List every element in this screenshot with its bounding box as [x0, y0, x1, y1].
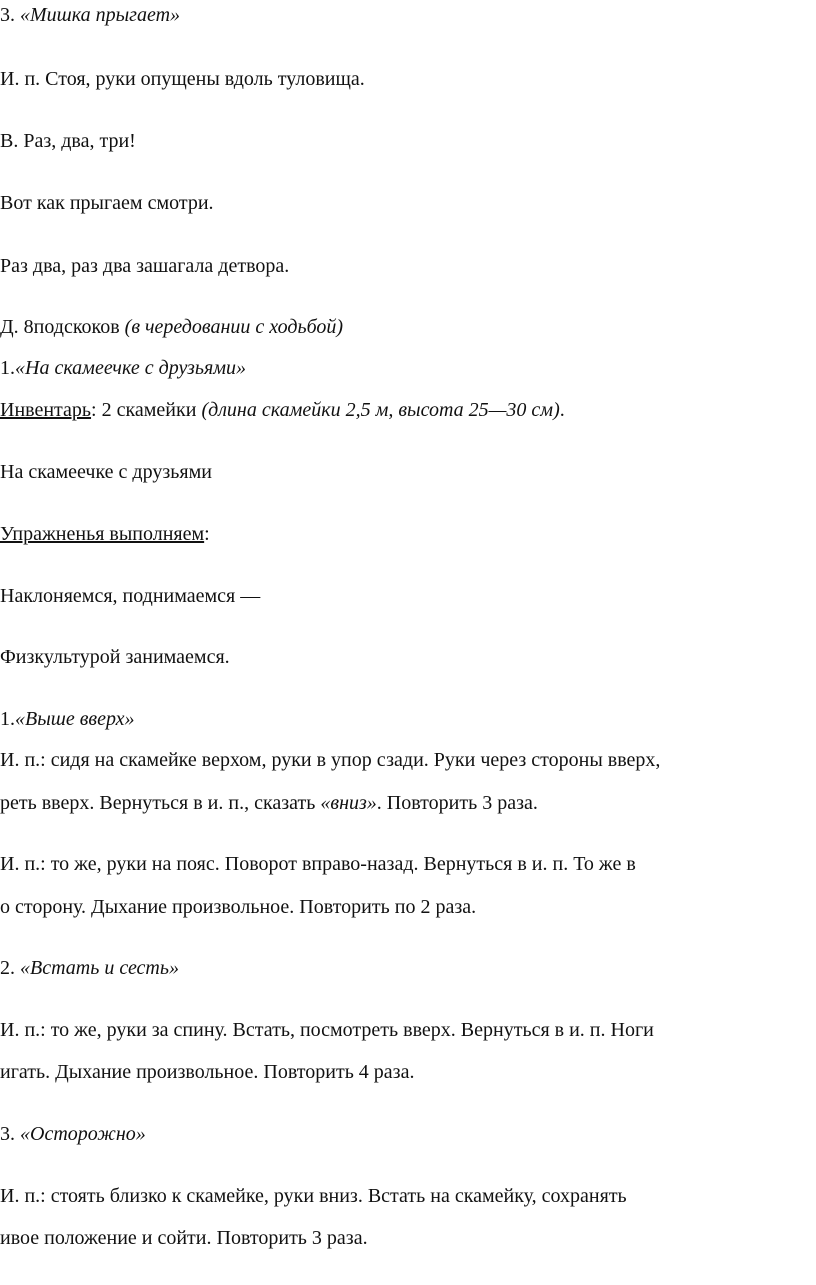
text-normal: . — [559, 399, 565, 421]
text-italic: «вниз» — [320, 792, 377, 814]
exercise-title: «Встать и сесть» — [20, 957, 179, 979]
text-normal: : — [204, 523, 210, 545]
text-line: И. п.: то же, руки за спину. Встать, посмотреть вверх. Вернуться в и. п. Ноги — [0, 1019, 654, 1041]
exercise-number: 3. — [0, 4, 20, 26]
text-line: И. п. Стоя, руки опущены вдоль туловища. — [0, 68, 365, 90]
text-line: ивое положение и сойти. Повторить 3 раза. — [0, 1227, 368, 1249]
text-line: игать. Дыхание произвольное. Повторить 4 раза. — [0, 1061, 415, 1083]
text-line: Вот как прыгаем смотри. — [0, 192, 214, 214]
exercise-heading-careful — [0, 1122, 146, 1146]
exercise-title: «На скамеечке с друзьями» — [15, 357, 247, 379]
exercise-heading-mishka — [0, 3, 180, 27]
text-line: Наклоняемся, поднимаемся — — [0, 585, 261, 607]
text-normal: реть вверх. Вернуться в и. п., сказать — [0, 792, 321, 814]
exercise-heading-bench — [0, 356, 246, 380]
text-line: В. Раз, два, три! — [0, 130, 136, 152]
text-line: о сторону. Дыхание произвольное. Повторить по 2 раза. — [0, 896, 477, 918]
text-line: И. п.: сидя на скамейке верхом, руки в упор сзади. Руки через стороны вверх, — [0, 749, 661, 771]
text-italic: (в чередовании с ходьбой) — [124, 316, 344, 338]
text-line — [0, 522, 210, 546]
exercise-title: «Выше вверх» — [15, 708, 135, 730]
text-underlined: Упражненья выполняем — [0, 523, 205, 545]
text-line — [0, 315, 343, 339]
text-normal: Д. 8подскоков — [0, 316, 125, 338]
text-line: Раз два, раз два зашагала детвора. — [0, 255, 290, 277]
exercise-title: «Мишка прыгает» — [20, 4, 181, 26]
text-line: И. п.: стоять близко к скамейке, руки вниз. Встать на скамейку, сохранять — [0, 1185, 627, 1207]
text-italic: (длина скамейки 2,5 м, высота 25—30 см) — [201, 399, 560, 421]
exercise-heading-higher — [0, 707, 134, 731]
exercise-title: «Осторожно» — [20, 1123, 146, 1145]
exercise-heading-stand-sit — [0, 956, 179, 980]
text-line — [0, 791, 538, 815]
text-line: И. п.: то же, руки на пояс. Поворот вправо-назад. Вернуться в и. п. То же в — [0, 853, 636, 875]
text-normal: : 2 скамейки — [91, 399, 202, 421]
text-line: Физкультурой занимаемся. — [0, 646, 230, 668]
equipment-label: Инвентарь — [0, 399, 92, 421]
text-normal: . Повторить 3 раза. — [376, 792, 538, 814]
exercise-number: 1. — [0, 708, 15, 730]
exercise-number: 1. — [0, 357, 15, 379]
text-line: На скамеечке с друзьями — [0, 461, 212, 483]
exercise-number: 3. — [0, 1123, 20, 1145]
exercise-number: 2. — [0, 957, 20, 979]
equipment-line — [0, 398, 565, 422]
